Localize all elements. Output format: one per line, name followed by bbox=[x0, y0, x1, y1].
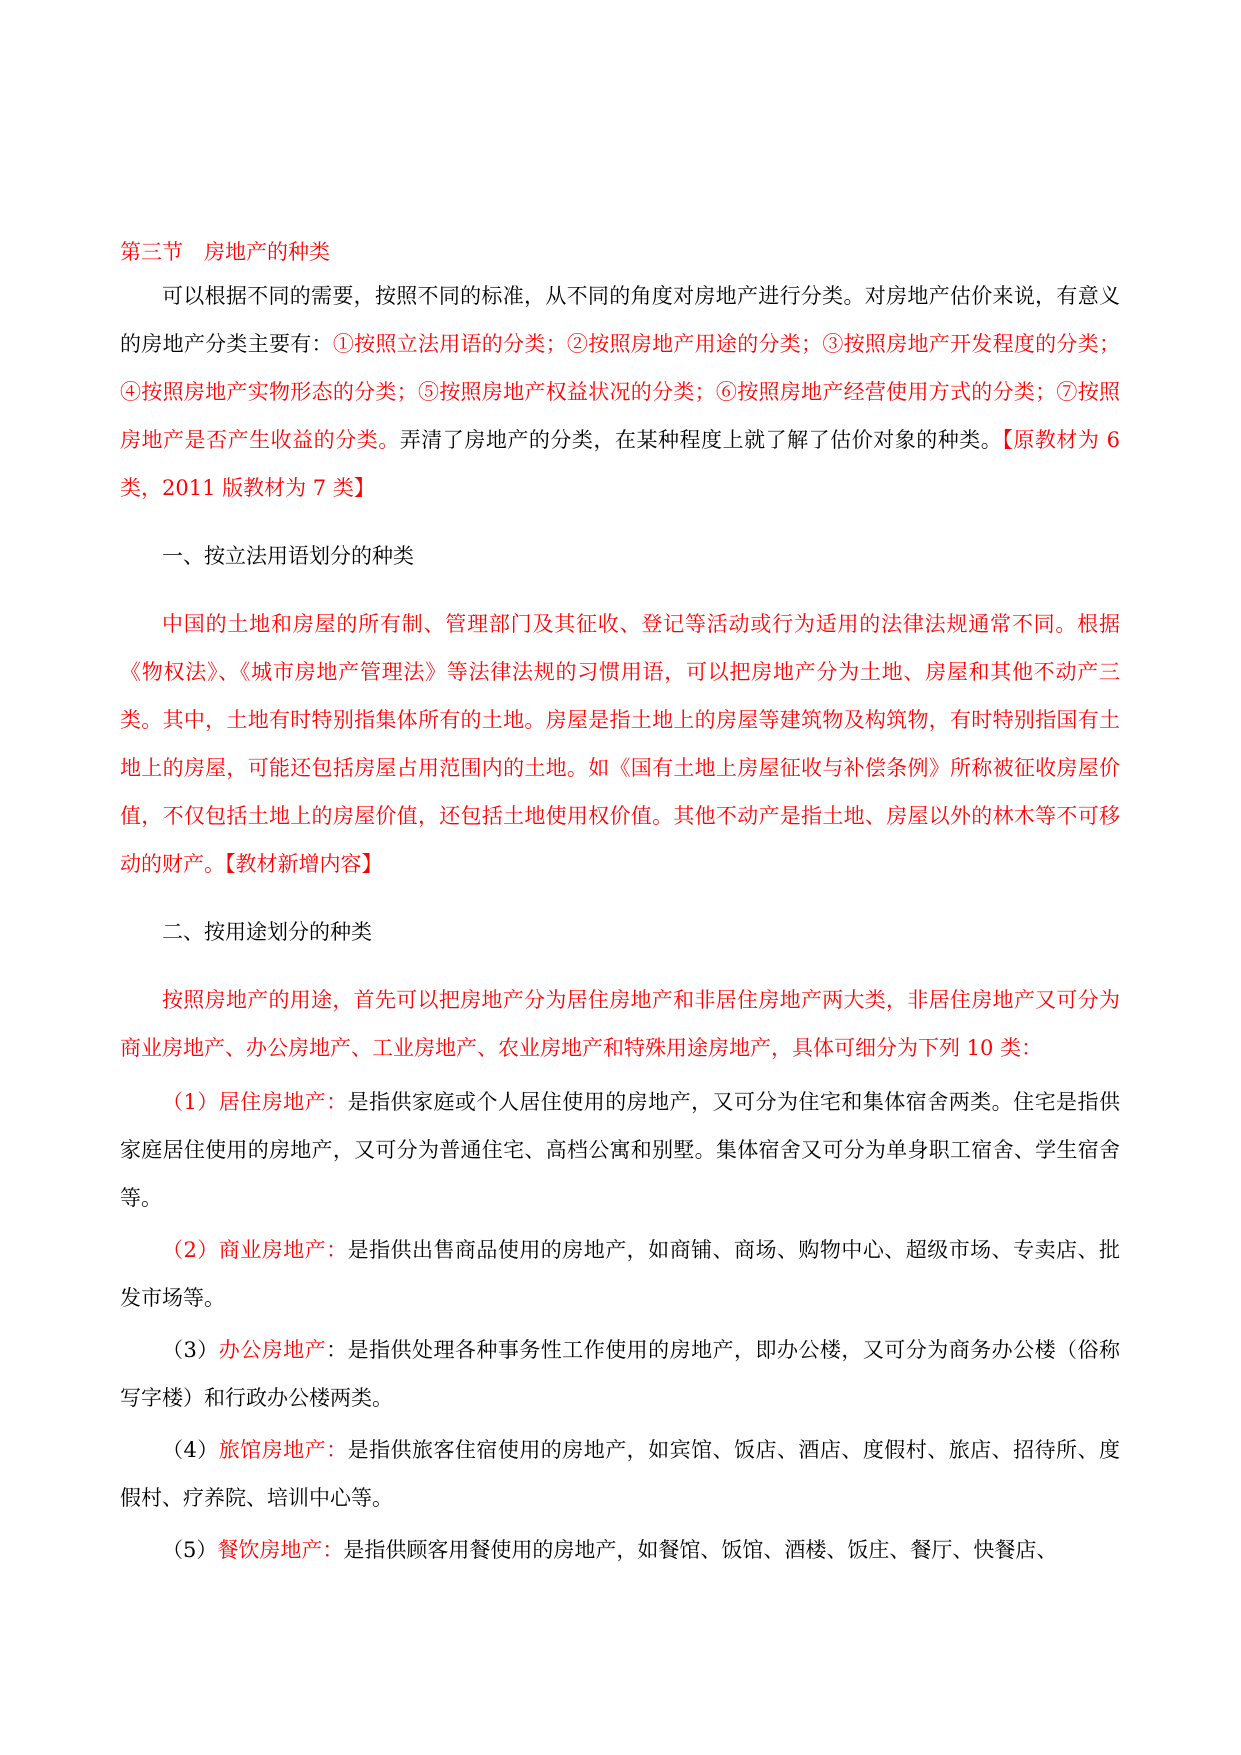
intro-classification-list: ①按照立法用语的分类；②按照房地产用途的分类；③按照房地产开发程度的分类；④按照房地产实物形态的分类；⑤按照房地产权益状况的分类；⑥按照房地产经营使用方式的分类；⑦按照房地产是否产生收益的分类。 bbox=[120, 332, 1120, 452]
item-colon: ： bbox=[322, 1538, 344, 1562]
item-colon: ： bbox=[326, 1338, 348, 1362]
item-name: 旅馆房地产 bbox=[218, 1438, 327, 1462]
item-name: 餐饮房地产 bbox=[217, 1538, 323, 1562]
item-text: 是指供家庭或个人居住使用的房地产，又可分为住宅和集体宿舍两类。住宅是指供家庭居住使用的房地产，又可分为普通住宅、高档公寓和别墅。集体宿舍又可分为单身职工宿舍、学生宿舍等。 bbox=[120, 1090, 1120, 1210]
heading-legal-terms: 一、按立法用语划分的种类 bbox=[162, 544, 414, 568]
by-use-paragraph: 按照房地产的用途，首先可以把房地产分为居住房地产和非居住房地产两大类，非居住房地产又可分为商业房地产、办公房地产、工业房地产、农业房地产和特殊用途房地产，具体可细分为下列 10 类： bbox=[120, 988, 1120, 1060]
item-name: 办公房地产 bbox=[218, 1338, 327, 1362]
intro-text-1: 可以根据不同的需要，按照不同的标准，从不同的角度对房地产进行分类。对房地产估价来说，有意义的房地产分类主要有： bbox=[120, 284, 1120, 356]
legal-terms-paragraph: 中国的土地和房屋的所有制、管理部门及其征收、登记等活动或行为适用的法律法规通常不同。根据《物权法》、《城市房地产管理法》等法律法规的习惯用语，可以把房地产分为土地、房屋和其他不动产三类。其中，土地有时特别指集体所有的土地。房屋是指土地上的房屋等建筑物及构筑物，有时特别指国有土地上的房屋，可能还包括房屋占用范围内的土地。如《国有土地上房屋征收与补偿条例》所称被征收房屋价值，不仅包括土地上的房屋价值，还包括土地使用权价值。其他不动产是指土地、房屋以外的林木等不可移动的财产。【教材新增内容】 bbox=[120, 612, 1120, 876]
intro-paragraph bbox=[120, 272, 1120, 512]
list-item-commercial bbox=[120, 1226, 1120, 1322]
item-text: 是指供处理各种事务性工作使用的房地产，即办公楼，又可分为商务办公楼（俗称写字楼）和行政办公楼两类。 bbox=[120, 1338, 1120, 1410]
heading-by-use: 二、按用途划分的种类 bbox=[162, 920, 372, 944]
item-number: （5） bbox=[162, 1538, 218, 1562]
list-item-residential bbox=[120, 1078, 1120, 1222]
item-text: 是指供出售商品使用的房地产，如商铺、商场、购物中心、超级市场、专卖店、批发市场等。 bbox=[120, 1238, 1120, 1310]
item-colon: ： bbox=[326, 1438, 348, 1462]
item-text: 是指供旅客住宿使用的房地产，如宾馆、饭店、酒店、度假村、旅店、招待所、度假村、疗养院、培训中心等。 bbox=[120, 1438, 1120, 1510]
item-name: 商业房地产 bbox=[218, 1238, 327, 1262]
intro-edition-note: 【原教材为 6 类，2011 版教材为 7 类】 bbox=[120, 428, 1121, 500]
item-number: （4） bbox=[162, 1438, 219, 1462]
list-item-office bbox=[120, 1326, 1120, 1422]
item-number: （1） bbox=[162, 1090, 219, 1114]
item-number: （3） bbox=[162, 1338, 219, 1362]
item-colon: ： bbox=[326, 1090, 348, 1114]
item-colon: ： bbox=[326, 1238, 348, 1262]
intro-text-2: 弄清了房地产的分类，在某种程度上就了解了估价对象的种类。 bbox=[399, 428, 1003, 452]
list-item-hotel bbox=[120, 1426, 1120, 1522]
section-title: 第三节 房地产的种类 bbox=[120, 240, 330, 264]
item-text: 是指供顾客用餐使用的房地产，如餐馆、饭馆、酒楼、饭庄、餐厅、快餐店、 bbox=[343, 1538, 1058, 1562]
item-number: （2） bbox=[162, 1238, 219, 1262]
document-body bbox=[120, 232, 1120, 1578]
item-name: 居住房地产 bbox=[218, 1090, 327, 1114]
list-item-catering bbox=[120, 1526, 1120, 1574]
